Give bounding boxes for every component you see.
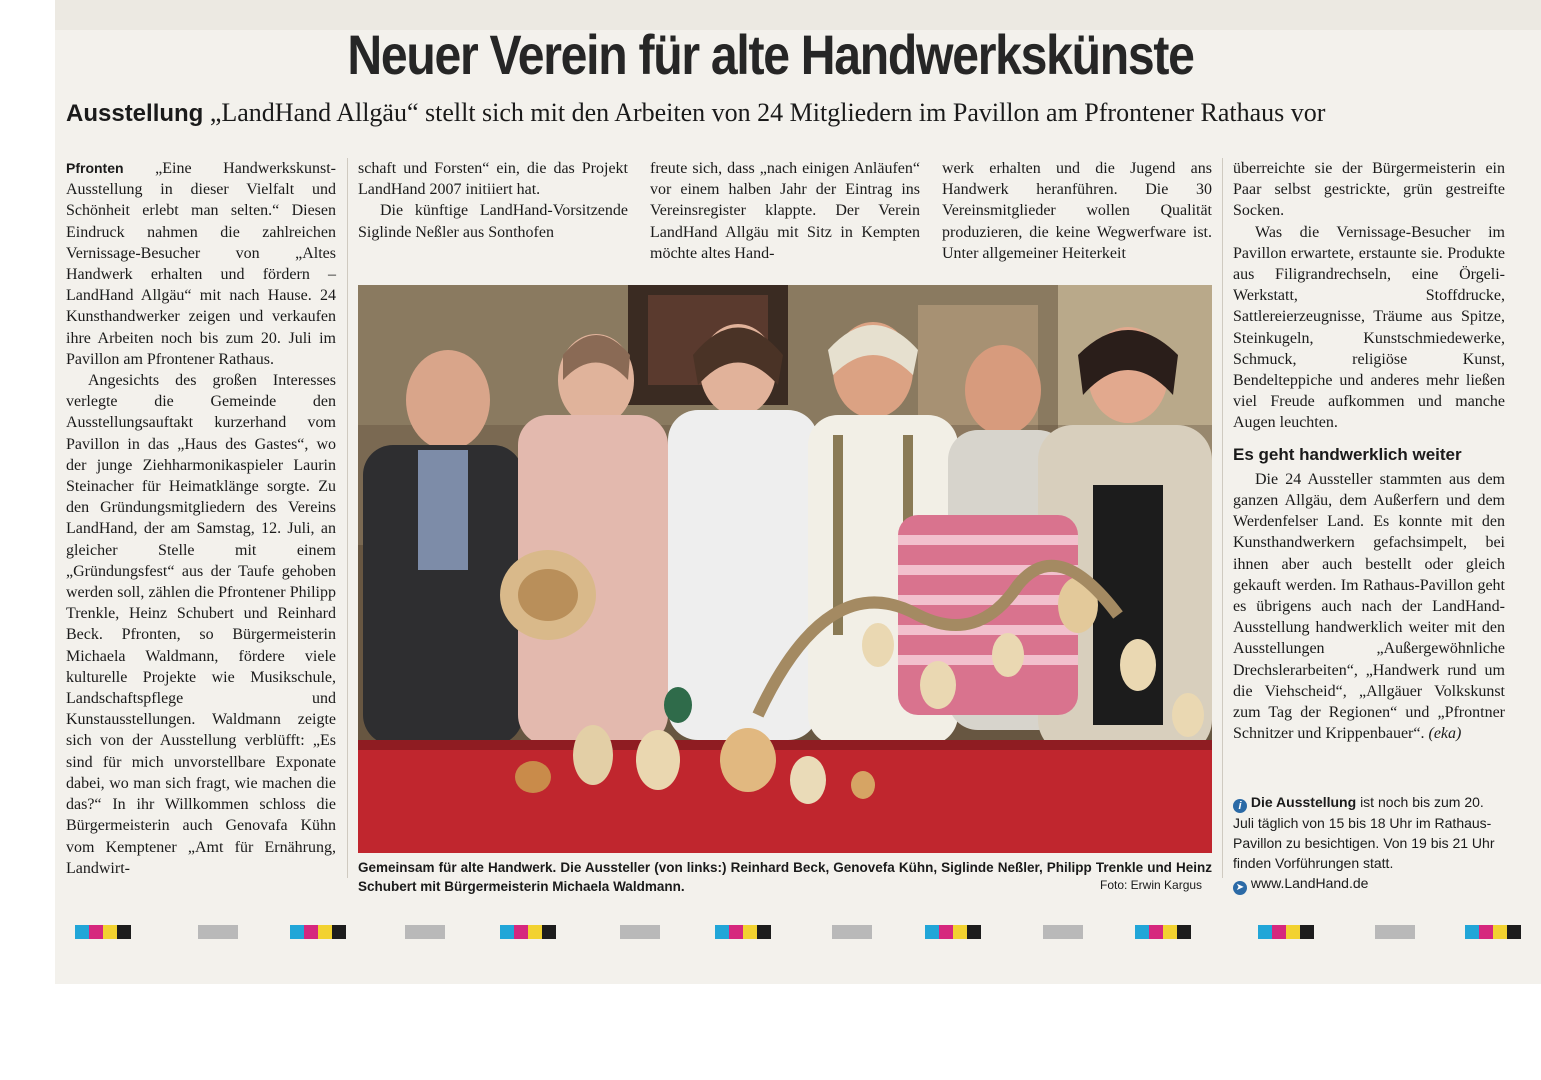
info-box-detail: ist noch bis zum 20. Juli täglich von 15 bis 18 Uhr im Rathaus-Pavillon zu besichtigen. Von 19 bis 21 Uhr finden Vorführungen statt. <box>1233 794 1495 871</box>
color-registration-bar <box>1135 925 1191 939</box>
color-registration-bar <box>500 925 556 939</box>
info-box-bold: Die Ausstellung <box>1250 794 1357 810</box>
author-initials: (eka) <box>1428 725 1462 743</box>
paragraph-text: „Eine Handwerkskunst-Ausstellung in dieser Vielfalt und Schönheit erlebt man selten.“ Diesen Eindruck nahmen die zahlreichen Vernissage-Besucher von „Altes Handwerk erhalten und fördern – LandHand Allgäu“ mit nach Hause. 24 Kunsthandwerker zeigen und verkaufen ihre Arbeiten noch bis zum 20. Juli im Pavillon am Pfrontener Rathaus. <box>66 160 336 368</box>
gray-registration-bar <box>832 925 872 939</box>
article-paragraph: freute sich, dass „nach einigen Anläufen“ vor einem halben Jahr der Eintrag ins Vereinsregister klappte. Der Verein LandHand Allgäu mit Sitz in Kempten möchte altes Hand- <box>650 160 920 262</box>
subheadline <box>66 98 1506 128</box>
column-rule <box>1222 158 1223 878</box>
article-column-4 <box>942 158 1212 264</box>
arrow-right-icon: ➤ <box>1233 881 1247 895</box>
info-box-text <box>1233 792 1505 873</box>
color-registration-bar <box>925 925 981 939</box>
photo-illustration <box>358 285 1212 853</box>
gray-registration-bar <box>1043 925 1083 939</box>
article-column-5 <box>1233 158 1505 744</box>
article-paragraph <box>1233 469 1505 745</box>
subheadline-text: „LandHand Allgäu“ stellt sich mit den Arbeiten von 24 Mitgliedern im Pavillon am Pfrontener Rathaus vor <box>209 98 1326 127</box>
gray-registration-bar <box>620 925 660 939</box>
article-paragraph <box>66 158 336 370</box>
info-box <box>1233 792 1505 895</box>
color-registration-bar <box>715 925 771 939</box>
column-rule <box>347 158 348 878</box>
article-column-3 <box>650 158 920 264</box>
info-icon: i <box>1233 799 1247 813</box>
article-paragraph: Die künftige LandHand-Vorsitzende Siglinde Neßler aus Sonthofen <box>358 202 628 241</box>
group-photo <box>358 285 1212 853</box>
gray-registration-bar <box>198 925 238 939</box>
color-registration-bar <box>290 925 346 939</box>
color-registration-bar <box>1258 925 1314 939</box>
article-paragraph: werk erhalten und die Jugend ans Handwerk heranführen. Die 30 Vereinsmitglieder wollen Qualität produzieren, die keine Wegwerfware ist. Unter allgemeiner Heiterkeit <box>942 160 1212 262</box>
headline: Neuer Verein für alte Handwerkskünste <box>347 23 1194 86</box>
color-registration-bar <box>75 925 131 939</box>
website-link[interactable]: www.LandHand.de <box>1250 875 1369 891</box>
info-box-link-row <box>1233 873 1505 895</box>
section-subheading: Es geht handwerklich weiter <box>1233 444 1462 464</box>
dateline: Pfronten <box>66 160 124 176</box>
photo-credit: Foto: Erwin Kargus <box>1100 878 1203 892</box>
article-paragraph: Was die Vernissage-Besucher im Pavillon erwartete, erstaunte sie. Produkte aus Filigrandrechseln, eine Örgeli-Werkstatt, Stoffdrucke, Sattlereierzeugnisse, Träume aus Spitze, Steinkugeln, Kunstschmiedewerke, Schmuck, religiöse Kunst, Bendelteppiche und anderes mehr ließen viel Freude aufkommen und manche Augen leuchten. <box>1233 223 1505 432</box>
gray-registration-bar <box>1375 925 1415 939</box>
article-column-2 <box>358 158 628 243</box>
photo-caption: Gemeinsam für alte Handwerk. Die Aussteller (von links:) Reinhard Beck, Genovefa Kühn, Siglinde Neßler, Philipp Trenkle und Heinz Schubert mit Bürgermeisterin Michaela Waldmann. <box>358 860 1212 894</box>
gray-registration-bar <box>405 925 445 939</box>
article-paragraph: überreichte sie der Bürgermeisterin ein Paar selbst gestrickte, grün gestreifte Socken. <box>1233 160 1505 220</box>
article-paragraph: Angesichts des großen Interesses verlegte die Gemeinde den Ausstellungsauftakt kurzerhand vom Pavillon in das „Haus des Gastes“, wo der junge Ziehharmonikaspieler Laurin Steinacher für Heimatklänge sorgte. Zu den Gründungsmitgliedern des Vereins LandHand, der am Samstag, 12. Juli, an gleicher Stelle mit einem „Gründungsfest“ aus der Taufe gehoben werden soll, zählen die Pfrontener Philipp Trenkle, Heinz Schubert und Reinhard Beck. Pfronten, so Bürgermeisterin Michaela Waldmann, fördere viele kulturelle Projekte wie Musikschule, Landschaftspflege und Kunstausstellungen. Waldmann zeigte sich von der Ausstellung verblüfft: „Es sind für mich unvorstellbare Exponate dabei, wo man sich fragt, wie machen die das?“ In ihr Willkommen schloss die Bürgermeisterin auch Genovafa Kühn vom Kemptener „Amt für Ernährung, Landwirt- <box>66 372 336 877</box>
subheadline-kicker: Ausstellung <box>66 100 204 127</box>
color-registration-bar <box>1465 925 1521 939</box>
article-paragraph: schaft und Forsten“ ein, die das Projekt LandHand 2007 initiiert hat. <box>358 160 628 199</box>
paragraph-text: Die 24 Aussteller stammten aus dem ganzen Allgäu, dem Außerfern und dem Werdenfelser Land. Es konnte mit den Kunsthandwerkern gefachsimpelt, bei ihnen aber auch bestellt oder gleich gekauft werden. Im Rathaus-Pavillon geht es übrigens auch nach der LandHand-Ausstellung handwerklich weiter mit den Ausstellungen „Außergewöhnliche Drechslerarbeiten“, „Handwerk rund um die Viehscheid“, „Allgäuer Volkskunst zum Tag der Regionen“ und „Pfrontner Schnitzer und Krippenbauer“. <box>1233 470 1505 743</box>
article-column-1 <box>66 158 336 879</box>
